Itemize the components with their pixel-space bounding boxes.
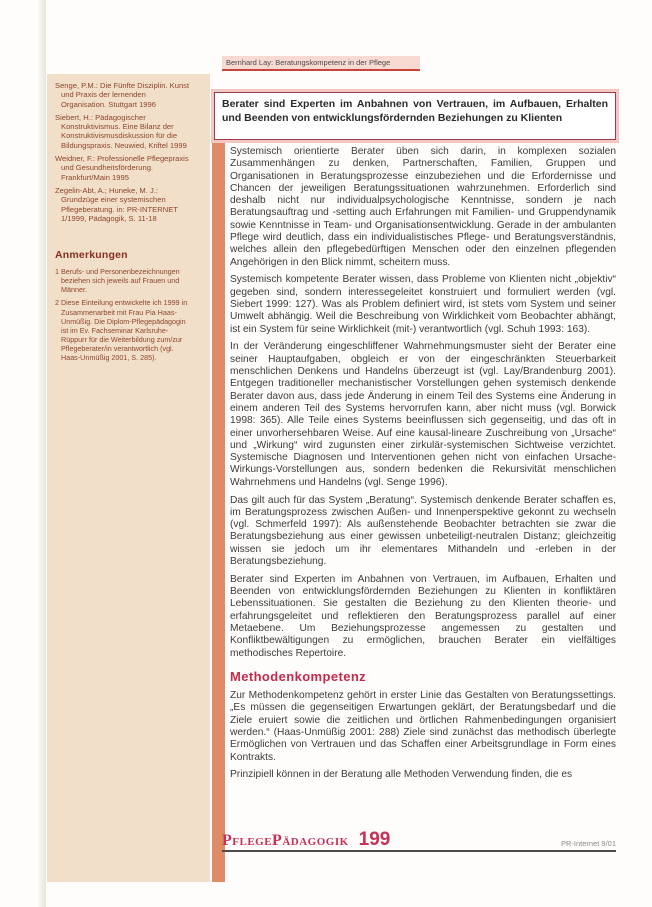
note-entry: 1 Berufs- und Personenbezeichnungen beziehen sich jeweils auf Frauen und Männer.: [55, 267, 180, 295]
page-number: 199: [358, 829, 391, 850]
reference-entry: Weidner, F.: Professionelle Pflegepraxis und Gesundheitsförderung. Frankfurt/Main 1995: [55, 154, 189, 182]
reference-list: [55, 81, 192, 223]
body-paragraph: In der Veränderung eingeschliffener Wahrnehmungsmuster sieht der Berater eine seiner Hauptaufgaben, obgleich er von der eingeschränkten Steuerbarkeit menschlichen Denkens und Handelns überzeugt ist (vgl. Lay/Brandenburg 2001). Entgegen traditioneller mechanistischer Vorstellungen gehen systemisch denkende Berater davon aus, dass jede Änderung in einem Teil des Systems eine Änderung in einem anderen Teil des Systems hervorrufen kann, aber nicht muss (vgl. Borwick 1998: 365). Alle Teile eines Systems beeinflussen sich gegenseitig, und das oft in einer unvorhersehbaren Weise. Auf eine kausal-lineare Zuschreibung von „Ursache“ und „Wirkung“ wird zugunsten einer zirkulär-systemischen Sichtweise verzichtet. Systemische Diagnosen und Interventionen gehen nicht von einfachen Ursache-Wirkungs-Vorstellungen aus, sondern bedenken die Rekursivität menschlichen Wahrnehmens und Handelns (vgl. Senge 1996).: [230, 341, 616, 488]
body-paragraph: Systemisch orientierte Berater üben sich darin, in komplexen sozialen Zusammenhängen zu denken, Partnerschaften, Familien, Gruppen und Organisationen in Beratungsprozesse einzubeziehen und die Erfordernisse und Chancen der jeweiligen Beratungssituationen wahrzunehmen. Erforderlich sind deshalb nicht nur individualpsychologische Kenntnisse, sondern je nach Beratungsauftrag und -setting auch Erfahrungen mit Familien- und Gruppendynamik sowie Kenntnisse in Team- und Organisationsentwicklung. Gerade in der ambulanten Pflege wird deutlich, dass ein individualistisches Pflege- und Beratungsverständnis, welches allein den pflegebedürftigen Menschen oder den einzelnen pflegenden Angehörigen in den Blick nimmt, scheitern muss.: [230, 146, 616, 268]
body-paragraph: Zur Methodenkompetenz gehört in erster Linie das Gestalten von Beratungssettings. „Es müssen die gegenseitigen Erwartungen geklärt, der Beratungsbedarf und die Ziele eruiert sowie die zeitlichen und örtlichen Rahmenbedingungen organisiert werden.“ (Haas-Unmüßig 2001: 288) Ziele sind zunächst das methodisch überlegte Ermöglichen von Vertrauen und das Schaffen einer Arbeitsgrundlage in Form eines Kontrakts.: [230, 690, 616, 763]
notes-heading: Anmerkungen: [55, 249, 128, 262]
article-body: [230, 146, 616, 787]
reference-entry: Zegelin-Abt, A.; Huneke, M. J.: Grundzüge einer systemischen Pflegeberatung. in: PR-INTERNET 1/1999, Pädagogik, S. 11-18: [55, 185, 178, 223]
note-entry: 2 Diese Einteilung entwickelte ich 1999 in Zusammenarbeit mit Frau Pia Haas-Unmüßig. Die Diplom-Pflegepädagogin ist im Ev. Fachseminar Karlsruhe-Rüppurr für die Weiterbildung zum/zur Pflegeberater/in verantwortlich (vgl. Haas-Unmüßig 2001, S. 285).: [55, 298, 188, 362]
page-footer: [222, 829, 616, 852]
section-heading: Methodenkompetenz: [230, 668, 367, 684]
body-paragraph: Prinzipiell können in der Beratung alle Methoden Verwendung finden, die es: [230, 769, 573, 781]
accent-strip: [212, 89, 225, 882]
body-paragraph: Systemisch kompetente Berater wissen, dass Probleme von Klienten nicht „objektiv“ gegeben sind, sondern interessegeleitet konstruiert und formuliert werden (vgl. Siebert 1999: 127). Was als Problem definiert wird, ist stets vom System und seiner Umwelt abhängig. Weil die Beschreibung von Wirklichkeit vom Beobachter abhängt, ist ein System für seine Wirklichkeit (mit-) verantwortlich (vgl. Schuh 1993: 163).: [230, 274, 616, 335]
reference-entry: Senge, P.M.: Die Fünfte Disziplin. Kunst und Praxis der lernenden Organisation. Stuttgart 1996: [55, 81, 190, 109]
reference-entry: Siebert, H.: Pädagogischer Konstruktivismus. Eine Bilanz der Konstruktivismusdiskussion für die Bildungspraxis. Neuwied, Kriftel 1999: [55, 112, 187, 150]
body-paragraph: Berater sind Experten im Anbahnen von Vertrauen, im Aufbauen, Erhalten und Beenden von entwicklungsfördernden Beziehungen zu Klienten in konfliktären Lebenssituationen. Sie gestalten die Beziehung zu den Klienten theorie- und erfahrungsgeleitet und reflektieren den Beratungsprozess parallel auf einer Metaebene. Um Beziehungsprozesse angemessen zu gestalten und Konfliktbewältigungen zu ermöglichen, brauchen Berater ein vielfältiges methodisches Repertoire.: [230, 573, 616, 659]
journal-logo: PflegePädagogik: [222, 832, 349, 849]
body-paragraph: Das gilt auch für das System „Beratung“. Systemisch denkende Berater schaffen es, im Beratungsprozess zwischen Außen- und Innenperspektive gekonnt zu wechseln (vgl. Schmerfeld 1997): Als außenstehende Beobachter betrachten sie zwar die Beratungsbeziehung aus einer gewissen unbeteiligt-neutralen Distanz; gleichzeitig wissen sie jedoch um ihr elementares Mithandeln und -erleben in der Beratungsbeziehung.: [230, 494, 616, 567]
pull-quote-box: Berater sind Experten im Anbahnen von Vertrauen, im Aufbauen, Erhalten und Beenden von entwicklungsfördernden Beziehungen zu Klienten: [214, 92, 616, 140]
scan-edge-shadow: [36, 0, 46, 907]
issue-label: PR-Internet 9/01: [560, 839, 616, 848]
sidebar-marginalia: [47, 74, 210, 882]
notes-list: [55, 267, 192, 362]
running-head: Bernhard Lay: Beratungskompetenz in der Pflege: [222, 56, 420, 71]
